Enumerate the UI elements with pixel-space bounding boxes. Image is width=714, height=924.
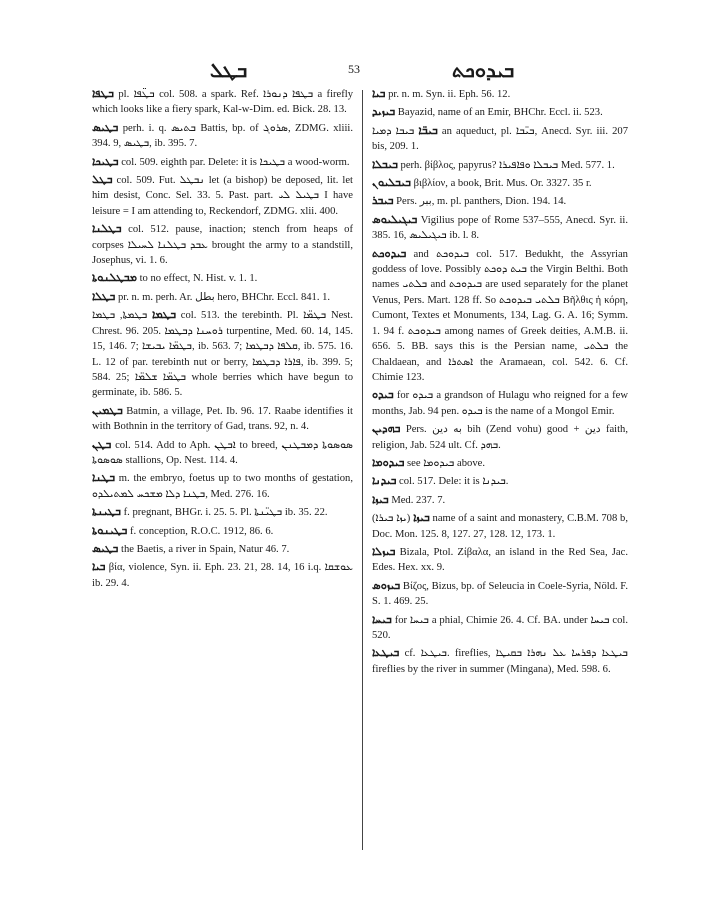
entry-headword: ܒܝܚܐ <box>372 612 392 626</box>
dictionary-entry <box>372 387 628 419</box>
entry-text: to no effect, N. Hist. v. 1. 1. <box>139 273 258 285</box>
header-right-syriac: ܒܝܕܘܟܬ <box>452 58 515 82</box>
left-column <box>92 86 353 593</box>
dictionary-entry <box>92 523 353 539</box>
entry-text: Pers. به دین bih (Zend vohu) good + دین faith, religion, Jab. 524 ult. Cf. ܒܗܕ. <box>372 424 629 451</box>
running-header <box>100 58 640 86</box>
entry-headword: ܒܛܢ <box>92 437 112 451</box>
entry-text: Batmin, a village, Pet. Ib. 96. 17. Raabe identifies it with Bothnin in the territory of Gad, trans. 92, n. 4. <box>92 405 353 433</box>
dictionary-entry <box>92 307 353 400</box>
entry-text: for ܒܝܕܘ a grandson of Hulagu who reigned for a few months, Jab. 94 pen. ܒܝܕܘ is the name of a Mongol Emir. <box>372 390 628 417</box>
entry-headword: ܒܛܡܐ <box>152 308 177 322</box>
dictionary-entry <box>372 123 628 155</box>
dictionary-entry <box>372 492 628 508</box>
entry-headword: ܒܛܦܐ <box>92 87 114 100</box>
entry-headword: ܒܝܐ <box>92 560 106 574</box>
dictionary-entry <box>92 86 353 118</box>
dictionary-entry <box>372 578 628 610</box>
entry-text: m. the embryo, foetus up to two months of gestation, ܒܛܢܐ ܕܠܐ ܡܫܟܚ ܠܡܬܝܠܕܘ, Med. 276. 16. <box>92 473 353 500</box>
entry-headword: ܒܝܙܝܕ <box>372 105 396 119</box>
entry-text: perh. βίβλος, papyrus? ܒܝܒܠܐ ܘܦܐܦܝܪܐ Med. 577. 1. <box>400 159 615 171</box>
dictionary-entry <box>372 157 628 173</box>
entry-text: ܒܝܒܐ ܕܡܝܐ an aqueduct, pl. ܒܝ̈ܒܐ, Anecd. Syr. iii. 207 bis, 209. 1. <box>372 125 628 153</box>
dictionary-entry <box>372 421 628 453</box>
entry-text: col. 512. pause, inaction; stench from heaps of corpses ܥܒܕ ܒܛܠܢܐ ܠܚܝܠܐ brought the army to a standstill, Josephus, vi. 1. 6. <box>92 224 354 267</box>
dictionary-entry <box>92 270 353 286</box>
dictionary-entry <box>372 175 628 191</box>
dictionary-entry <box>372 612 628 644</box>
entry-text: Vigilius pope of Rome 537–555, Anecd. Syr. ii. 385. 16, ܒܝܓܝܠܝܣ ib. l. 8. <box>372 214 628 242</box>
entry-headword: ܒܛܡܝܢ <box>92 403 123 417</box>
dictionary-entry <box>92 403 353 435</box>
entry-text: perh. i. q. ܒܬܝܣ Battis, bp. of ܣܪܘܓ, ZDMG. xliii. 394. 9, ܒܛܝܣ, ib. 395. 7. <box>92 122 353 150</box>
entry-text: f. pregnant, BHGr. i. 25. 5. Pl. ܒܛܝ̈ܢܬܐ ib. 35. 22. <box>123 507 328 519</box>
dictionary-entry <box>372 212 628 244</box>
dictionary-entry <box>92 154 353 170</box>
entry-text: col. 509. eighth par. Delete: it is ܒܛܝܟܐ a wood-worm. <box>121 156 350 168</box>
entry-headword: ܒܛܠܢܐ <box>92 222 122 236</box>
dictionary-entry <box>92 289 353 305</box>
dictionary-entry <box>372 455 628 471</box>
entry-headword: ܒܛܝܢܬܐ <box>92 505 121 519</box>
entry-text: col. 509. Fut. ܢܒܛܠ let (a bishop) be deposed, lit. let him desist, Conc. Sel. 33. 5. Past. part. ܒܛܝܠ ܠܝ I have leisure = I am attending to, Reckendorf, ZDMG. xlii. 400. <box>92 175 354 217</box>
entry-headword: ܒܛܢܐ <box>92 471 116 485</box>
entry-text: βία, violence, Syn. ii. Eph. 23. 21, 28. 14, 16 i.q. ܥܘܫܩܐ ib. 29. 4. <box>92 562 353 589</box>
dictionary-entry <box>372 645 628 677</box>
dictionary-entry <box>92 120 353 152</box>
entry-headword: ܒܝܒܠܝܘܢ <box>372 176 411 190</box>
entry-headword: ܒܝܙܘܣ <box>372 578 401 592</box>
header-left-syriac: ܒܛܠ <box>210 58 248 82</box>
entry-headword: ܒܝܒܠܐ <box>372 157 398 171</box>
entry-text: pr. n. m. Syn. ii. Eph. 56. 12. <box>388 89 511 100</box>
entry-text: f. conception, R.O.C. 1912, 86. 6. <box>130 525 274 537</box>
entry-headword: ܒܛܠ <box>92 173 113 187</box>
entry-headword: ܒܗܕܝܢ <box>372 422 401 436</box>
entry-headword: ܒܝܙܐ <box>372 492 389 506</box>
entry-headword: ܒܝܙܐ <box>413 511 430 525</box>
column-divider <box>362 90 363 850</box>
entry-text: βιβλίον, a book, Brit. Mus. Or. 3327. 35 r. <box>413 178 592 190</box>
entry-text: Bizala, Ptol. Ζίβαλα, an island in the Red Sea, Jac. Edes. Hex. xx. 9. <box>372 546 628 574</box>
entry-text: (ܝܙܐ ܒܝܪܐ) name of a saint and monastery, C.B.M. 708 b, Doc. Mon. 125. 8, 127. 27, 128. 12, 173. 1. <box>372 513 628 540</box>
entry-text: pl. ܒܛ̈ܦܐ col. 508. a spark. Ref. ܒܛܦܐ ܕܢܘܪܐ a firefly which looks like a fiery spark, Kal-w-Dim. ed. Bick. 28. 13. <box>92 89 354 116</box>
dictionary-entry <box>92 221 353 268</box>
entry-headword: ܒܝܓܝܠܝܘܣ <box>372 212 418 226</box>
dictionary-entry <box>372 104 628 120</box>
entry-text: ܒܛܡܬܐ, ܒܛܡܐ col. 513. the terebinth. Pl. ܒܛܡ̈ܐ Nest. Chrest. 96. 205. ܪܘܚܢܐ ܕܒܛܡܐ turpentine, Med. 60. 14, 145. 15, 146. 7; ܒܛܡ̈ܐ ܝܒܝܫܐ, ib. 563. 7; ܩܠܦܐ ܕܒܛܡܐ, ib. 575. 16. L. 12 of par. terebinth nut or berry, ܦܐܪܐ ܕܒܛܡܐ, ib. 399. 5; 584. 25; ܒܛܡ̈ܐ ܫܠܡ̈ܐ whole berries which have begun to germinate, ib. 586. 5. <box>92 310 354 399</box>
dictionary-entry <box>372 544 628 576</box>
dictionary-entry <box>92 541 353 557</box>
entry-headword: ܒܝܛܥܐ <box>372 646 400 660</box>
entry-text: pr. n. m. perh. Ar. بطل hero, BHChr. Eccl. 841. 1. <box>117 291 331 303</box>
entry-headword: ܡܒܛܠܢܘܬܐ <box>92 271 137 285</box>
entry-text: Pers. ببر, m. pl. panthers, Dion. 194. 14. <box>396 196 567 208</box>
entry-headword: ܒܝܕܘܡܐ <box>372 455 405 469</box>
dictionary-entry <box>372 246 628 386</box>
entry-text: the Baetis, a river in Spain, Natur 46. 7. <box>121 543 290 555</box>
entry-text: Med. 237. 7. <box>391 494 446 506</box>
entry-headword: ܒܝܕܘܟܬ <box>372 246 407 260</box>
dictionary-entry <box>92 470 353 502</box>
entry-headword: ܒܝܒܪ <box>372 194 394 208</box>
entry-text: see ܒܝܕܘܡܐ above. <box>407 457 485 469</box>
entry-headword: ܒܛܝܢܘܬܐ <box>92 523 128 537</box>
entry-headword: ܒܛܝܟܐ <box>92 154 119 168</box>
entry-text: and ܒܝܕܘܟܬ col. 517. Bedukht, the Assyrian goddess of love. Possibly ܒܝܬ ܕܘܟܬ the Virgin Belthi. Both names ܒܠܬܝ and ܒܝܕܘܟܬ are used separately for the planet Venus, Pers. Mart. 128 ff. So ܒܠܬܝ ܒܝܕܘܟܬ Βῆλθις ἡ κόρη, Cumont, Textes et Monuments, 134, Lag. G. A. 16; Symm. 1. 94 f. ܒܝܕܘܟܬ among names of Greek deities, A.M.B. ii. 656. 5. BB. says this is the Persian name, ܒܠܬܝ the Chaldaean, and ܐܣܬܪܐ the Aramaean, col. 542. 6. Cf. Chimie 123. <box>372 248 629 383</box>
entry-headword: ܒܝܕܘ <box>372 388 394 402</box>
entry-headword: ܒܝܒ̈ܐ <box>418 123 438 137</box>
dictionary-entry <box>372 510 628 542</box>
entry-text: col. 517. Dele: it is ܒܝܕܢܐ. <box>399 476 509 488</box>
dictionary-entry <box>92 559 353 591</box>
dictionary-entry <box>92 504 353 520</box>
page-number: 53 <box>348 62 360 76</box>
entry-text: Bayazid, name of an Emir, BHChr. Eccl. ii. 523. <box>397 107 603 119</box>
entry-text: cf. ܒܝܛܥܐ. fireflies, ܒܝܛܥܐ ܕܦܪܚܐ ܥܠ ܢܗܪܐ ܒܩܝܛܐ fireflies by the river in summer (Mingana), Med. 598. 6. <box>372 648 628 675</box>
entry-headword: ܒܝܐ <box>372 87 386 100</box>
entry-text: col. 514. Add to Aph. ܐܒܛܢ to breed, ܣܘܣܘܬܐ ܕܡܒܛܢܢ ܣܘܣܘܬܐ stallions, Op. Nest. 114. 4. <box>92 439 353 466</box>
right-column <box>372 86 628 679</box>
entry-headword: ܒܛܝܣ <box>92 120 119 134</box>
dictionary-entry <box>372 473 628 489</box>
dictionary-entry <box>92 172 353 219</box>
entry-text: Βίζος, Bizus, bp. of Seleucia in Coele-Syria, Nöld. F. S. 1. 469. 25. <box>372 580 628 608</box>
entry-headword: ܒܝܙܠܐ <box>372 544 396 558</box>
dictionary-entry <box>372 193 628 209</box>
dictionary-entry <box>372 86 628 102</box>
entry-headword: ܒܛܝܣ <box>92 541 119 555</box>
entry-text: for ܒܝܚܐ a phial, Chimie 26. 4. Cf. BA. under ܒܝܚܐ col. 520. <box>372 614 628 641</box>
entry-headword: ܒܛܠܐ <box>92 289 116 303</box>
entry-headword: ܒܝܕܢܐ <box>372 474 397 488</box>
dictionary-entry <box>92 437 353 469</box>
